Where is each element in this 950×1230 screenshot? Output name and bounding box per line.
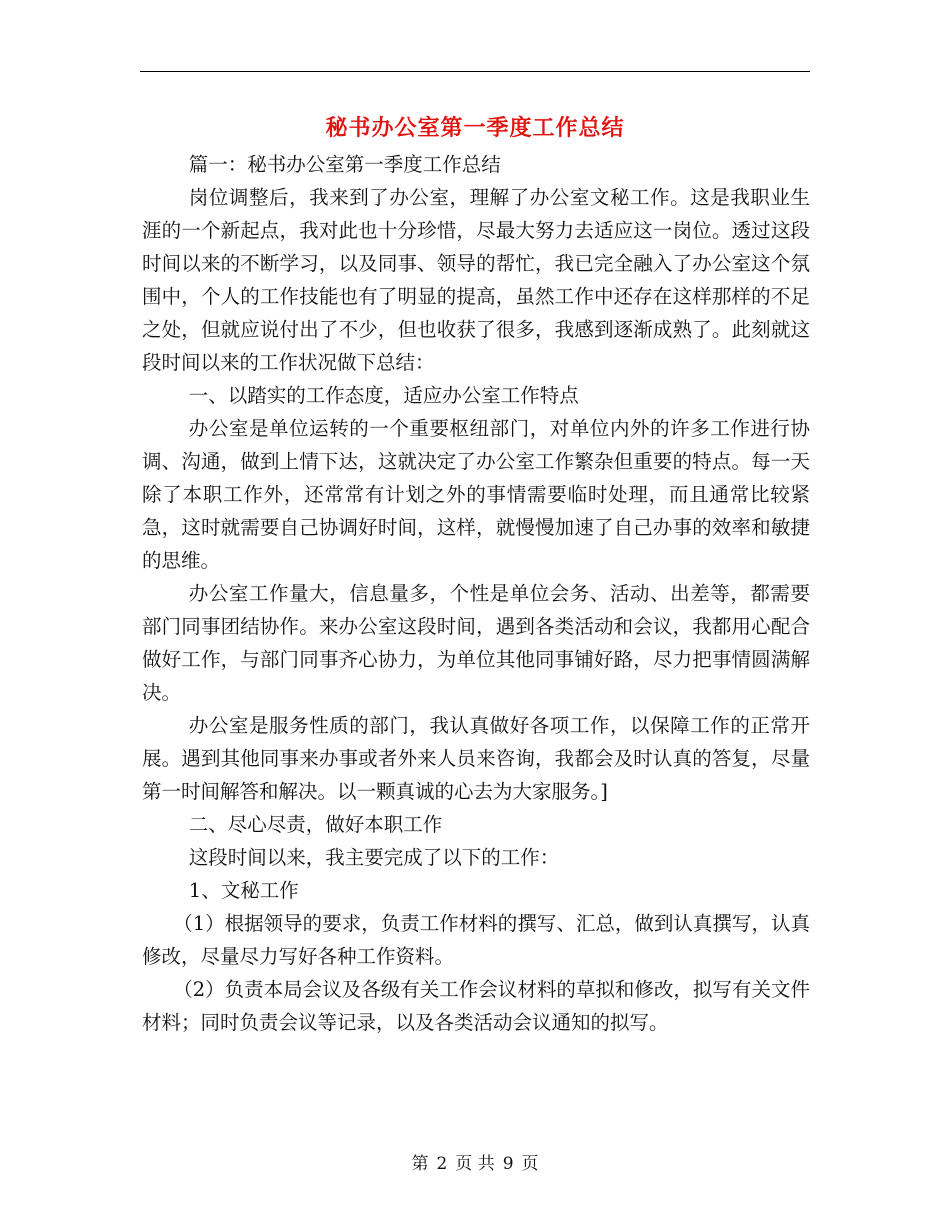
page-footer <box>0 1152 950 1176</box>
section-heading-part-one: 篇一：秘书办公室第一季度工作总结 <box>188 153 501 176</box>
header-rule <box>140 71 810 72</box>
body-paragraph: 办公室是单位运转的一个重要枢纽部门，对单位内外的许多工作进行协调、沟通，做到上情下达，这就决定了办公室工作繁杂但重要的特点。每一天除了本职工作外，还常常有计划之外的事情需要临时处理，而且通常比较紧急，这时就需要自己协调好时间，这样，就慢慢加速了自己办事的效率和敏捷的思维。 <box>142 417 810 572</box>
list-item: （1）根据领导的要求，负责工作材料的撰写、汇总，做到认真撰写，认真修改，尽量尽力写好各种工作资料。 <box>142 912 810 968</box>
body-paragraph: 办公室是服务性质的部门，我认真做好各项工作，以保障工作的正常开展。遇到其他同事来办事或者外来人员来咨询，我都会及时认真的答复，尽量第一时间解答和解决。以一颗真诚的心去为大家服务。] <box>142 714 810 803</box>
footer-suffix: 页 <box>521 1154 539 1174</box>
subsection-heading: 1、文秘工作 <box>188 879 299 902</box>
body-paragraph: 这段时间以来，我主要完成了以下的工作： <box>188 846 560 869</box>
document-body <box>142 148 810 1039</box>
section-heading-1: 一、以踏实的工作态度，适应办公室工作特点 <box>188 384 579 407</box>
section-heading-2: 二、尽心尽责，做好本职工作 <box>188 813 443 836</box>
footer-current-page: 2 <box>436 1154 448 1174</box>
body-paragraph: 办公室工作量大，信息量多，个性是单位会务、活动、出差等，都需要部门同事团结协作。来办公室这段时间，遇到各类活动和会议，我都用心配合做好工作，与部门同事齐心协力，为单位其他同事铺好路，尽力把事情圆满解决。 <box>142 582 810 704</box>
intro-paragraph: 岗位调整后，我来到了办公室，理解了办公室文秘工作。这是我职业生涯的一个新起点，我对此也十分珍惜，尽最大努力去适应这一岗位。透过这段时间以来的不断学习，以及同事、领导的帮忙，我已完全融入了办公室这个氛围中，个人的工作技能也有了明显的提高，虽然工作中还存在这样那样的不足之处，但就应说付出了不少，但也收获了很多，我感到逐渐成熟了。此刻就这段时间以来的工作状况做下总结： <box>142 186 810 374</box>
document-title: 秘书办公室第一季度工作总结 <box>325 115 625 141</box>
footer-middle: 页 共 <box>455 1154 495 1174</box>
list-item: （2）负责本局会议及各级有关工作会议材料的草拟和修改，拟写有关文件材料；同时负责会议等记录，以及各类活动会议通知的拟写。 <box>142 978 810 1034</box>
footer-prefix: 第 <box>411 1154 429 1174</box>
footer-total-pages: 9 <box>502 1154 514 1174</box>
